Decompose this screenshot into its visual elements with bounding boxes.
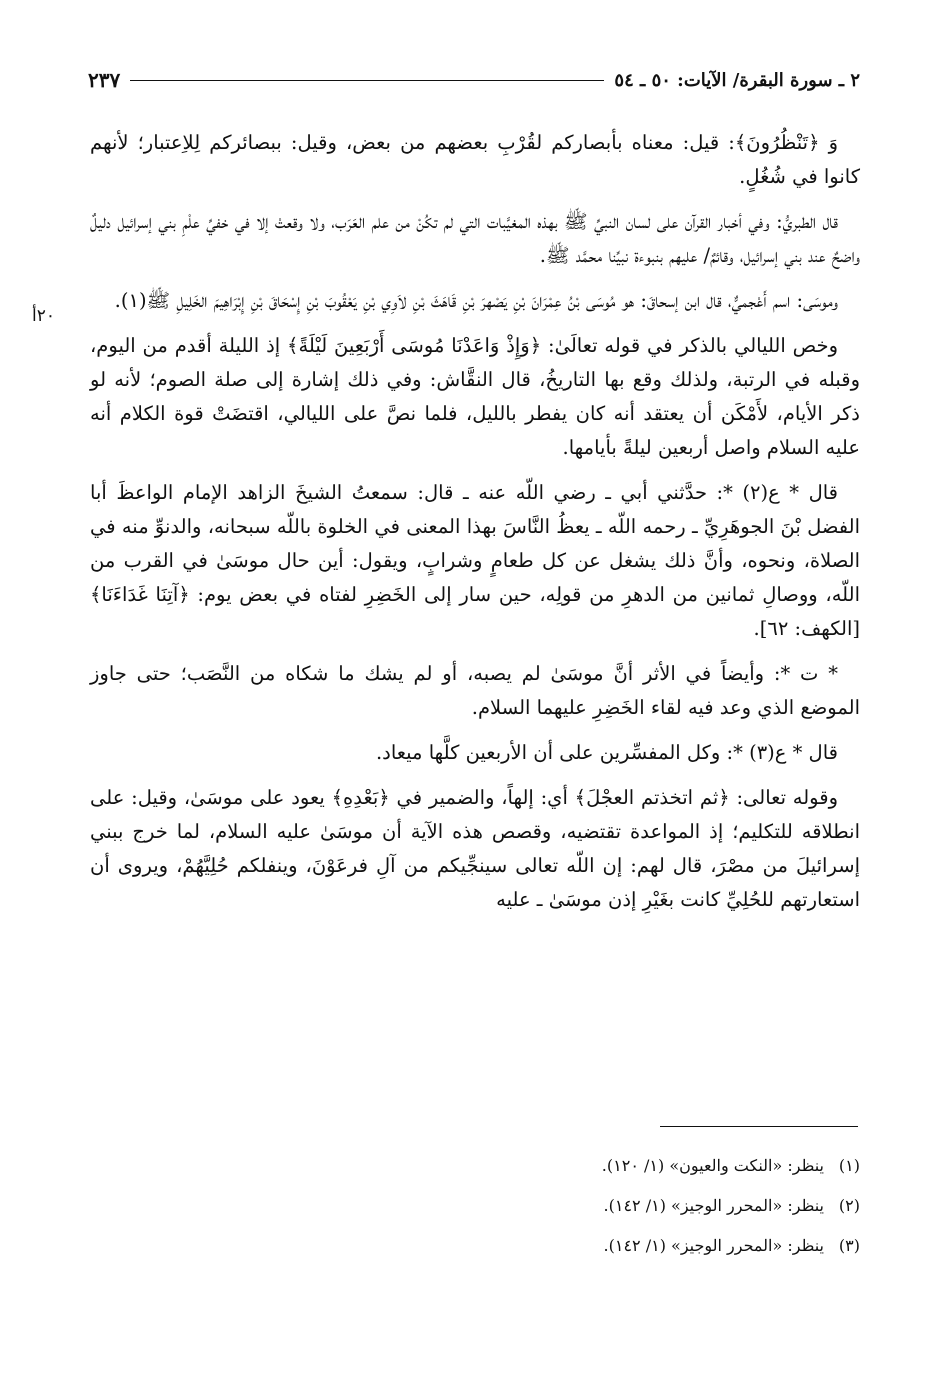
paragraph: * ت *: وأيضاً في الأثر أنَّ موسَىٰ لم يصبه، أو لم يشك ما شكاه من النَّصَب؛ حتى جاوز الموضع الذي وعد فيه لقاء الخَضِرِ عليهما السلام. bbox=[90, 662, 860, 719]
header-title: ٢ ـ سورة البقرة/ الآيات: ٥٠ ـ ٥٤ bbox=[614, 69, 860, 91]
footnote-number: (٢) bbox=[838, 1196, 860, 1215]
footnote-text: ينظر: «النكت والعيون» (١/ ١٢٠). bbox=[601, 1156, 824, 1175]
header-rule bbox=[130, 80, 604, 81]
footnote-text: ينظر: «المحرر الوجيز» (١/ ١٤٢). bbox=[603, 1196, 824, 1215]
page-number: ٢٣٧ bbox=[88, 68, 121, 92]
footnote-separator bbox=[660, 1126, 858, 1127]
footnote-text: ينظر: «المحرر الوجيز» (١/ ١٤٢). bbox=[603, 1236, 824, 1255]
footnote-number: (١) bbox=[838, 1156, 860, 1175]
running-header bbox=[88, 62, 860, 98]
paragraph: وخص الليالي بالذكر في قوله تعالَىٰ: ﴿وَإِذْ وَاعَدْنَا مُوسَى أَرْبَعِينَ لَيْلَةً﴾ إذ الليلة أقدم من اليوم، وقبله في الرتبة، ولذلك وقع بها التاريخُ، قال النقَّاش: وفي ذلك إشارة إلى صلة الصوم؛ لأنه لو ذكر الأيام، لأَمْكَن أن يعتقد أنه كان يفطر بالليل، فلما نصَّ على الليالي، اقتضَتْ قوة الكلام أنه عليه السلام واصل أربعين ليلةً بأيامها. bbox=[90, 334, 860, 459]
footnote bbox=[300, 1146, 860, 1186]
footnote-number: (٣) bbox=[838, 1236, 860, 1255]
paragraph: وَ ﴿تَنْظُرُونَ﴾: قيل: معناه بأبصاركم لقُرْبِ بعضهم من بعض، وقيل: ببصائركم لِلاِعتبار؛ لأنهم كانوا في شُغُلٍ. bbox=[90, 131, 860, 188]
footnote bbox=[300, 1186, 860, 1226]
paragraph: قال * ع(٣) *: وكل المفسِّرين على أن الأربعين كلَّها ميعاد. bbox=[375, 741, 838, 764]
margin-folio-note: ٢٠أ bbox=[32, 306, 55, 326]
paragraph: وقوله تعالى: ﴿ثم اتخذتم العجْلَ﴾ أي: إلهاً، والضمير في ﴿بَعْدِهِ﴾ يعود على موسَىٰ، وقيل: على انطلاقه للتكليم؛ إذ المواعدة تقتضيه، وقصص هذه الآية أن موسَىٰ عليه السلام، لما خرج ببني إسرائيلَ من مصْرَ، قال لهم: إن اللّه تعالى سينجِّيكم من آلِ فرعَوْنَ، وينفلكم حُلِيَّهُمْ، ويروى أن استعارتهم للحُلِيِّ كانت بغَيْرِ إذن موسَىٰ ـ عليه bbox=[90, 786, 860, 911]
paragraph: قال الطبريُّ: وفي أخبار القرآن على لسان النبيِّ ﷺ بهذه المغيَّبات التي لم تكُنْ من علم العَرَب، ولا وقعتْ إلا في خفيِّ علْمِ بني إسرائيل دليلٌ واضحٌ عند بني إسرائيل، وقائمٌ/ عليهم بنبوءة نبيِّنا محمَّد ﷺ. bbox=[90, 210, 860, 267]
footnotes bbox=[300, 1146, 860, 1266]
footnote bbox=[300, 1226, 860, 1266]
paragraph: قال * ع(٢) *: حدَّثني أبي ـ رضي اللّه عنه ـ قال: سمعتُ الشيخَ الزاهد الإمام الواعظَ أبا الفضل بْنَ الجوهَرِيِّ ـ رحمه اللّه ـ يعظُ النَّاسَ بهذا المعنى في الخلوة باللّه سبحانه، والدنوِّ منه في الصلاة، ونحوه، وأنَّ ذلك يشغل عن كل طعامٍ وشرابٍ، ويقول: أين حال موسَىٰ في القرب من اللّه، ووصالِ ثمانين من الدهرِ من قولِه، حين سار إلى الخَضِرِ لفتاه في بعض يوم: ﴿آتِنَا غَدَاءَنَا﴾ [الكهف: ٦٢]. bbox=[90, 481, 860, 640]
main-text bbox=[90, 126, 860, 928]
paragraph: وموسَى: اسم أَعْجميٌّ، قال ابن إسحاقَ: هو مُوسَى بْنُ عِمْرَانَ بْنِ يَصْهرَ بْنِ قَاهَثَ بْنِ لاَوِي بْنِ يَعْقُوبَ بْنِ إِسْحَاقَ بْنِ إِبْرَاهِيمَ الخَلِيلِ ﷺ(١). bbox=[114, 289, 838, 312]
